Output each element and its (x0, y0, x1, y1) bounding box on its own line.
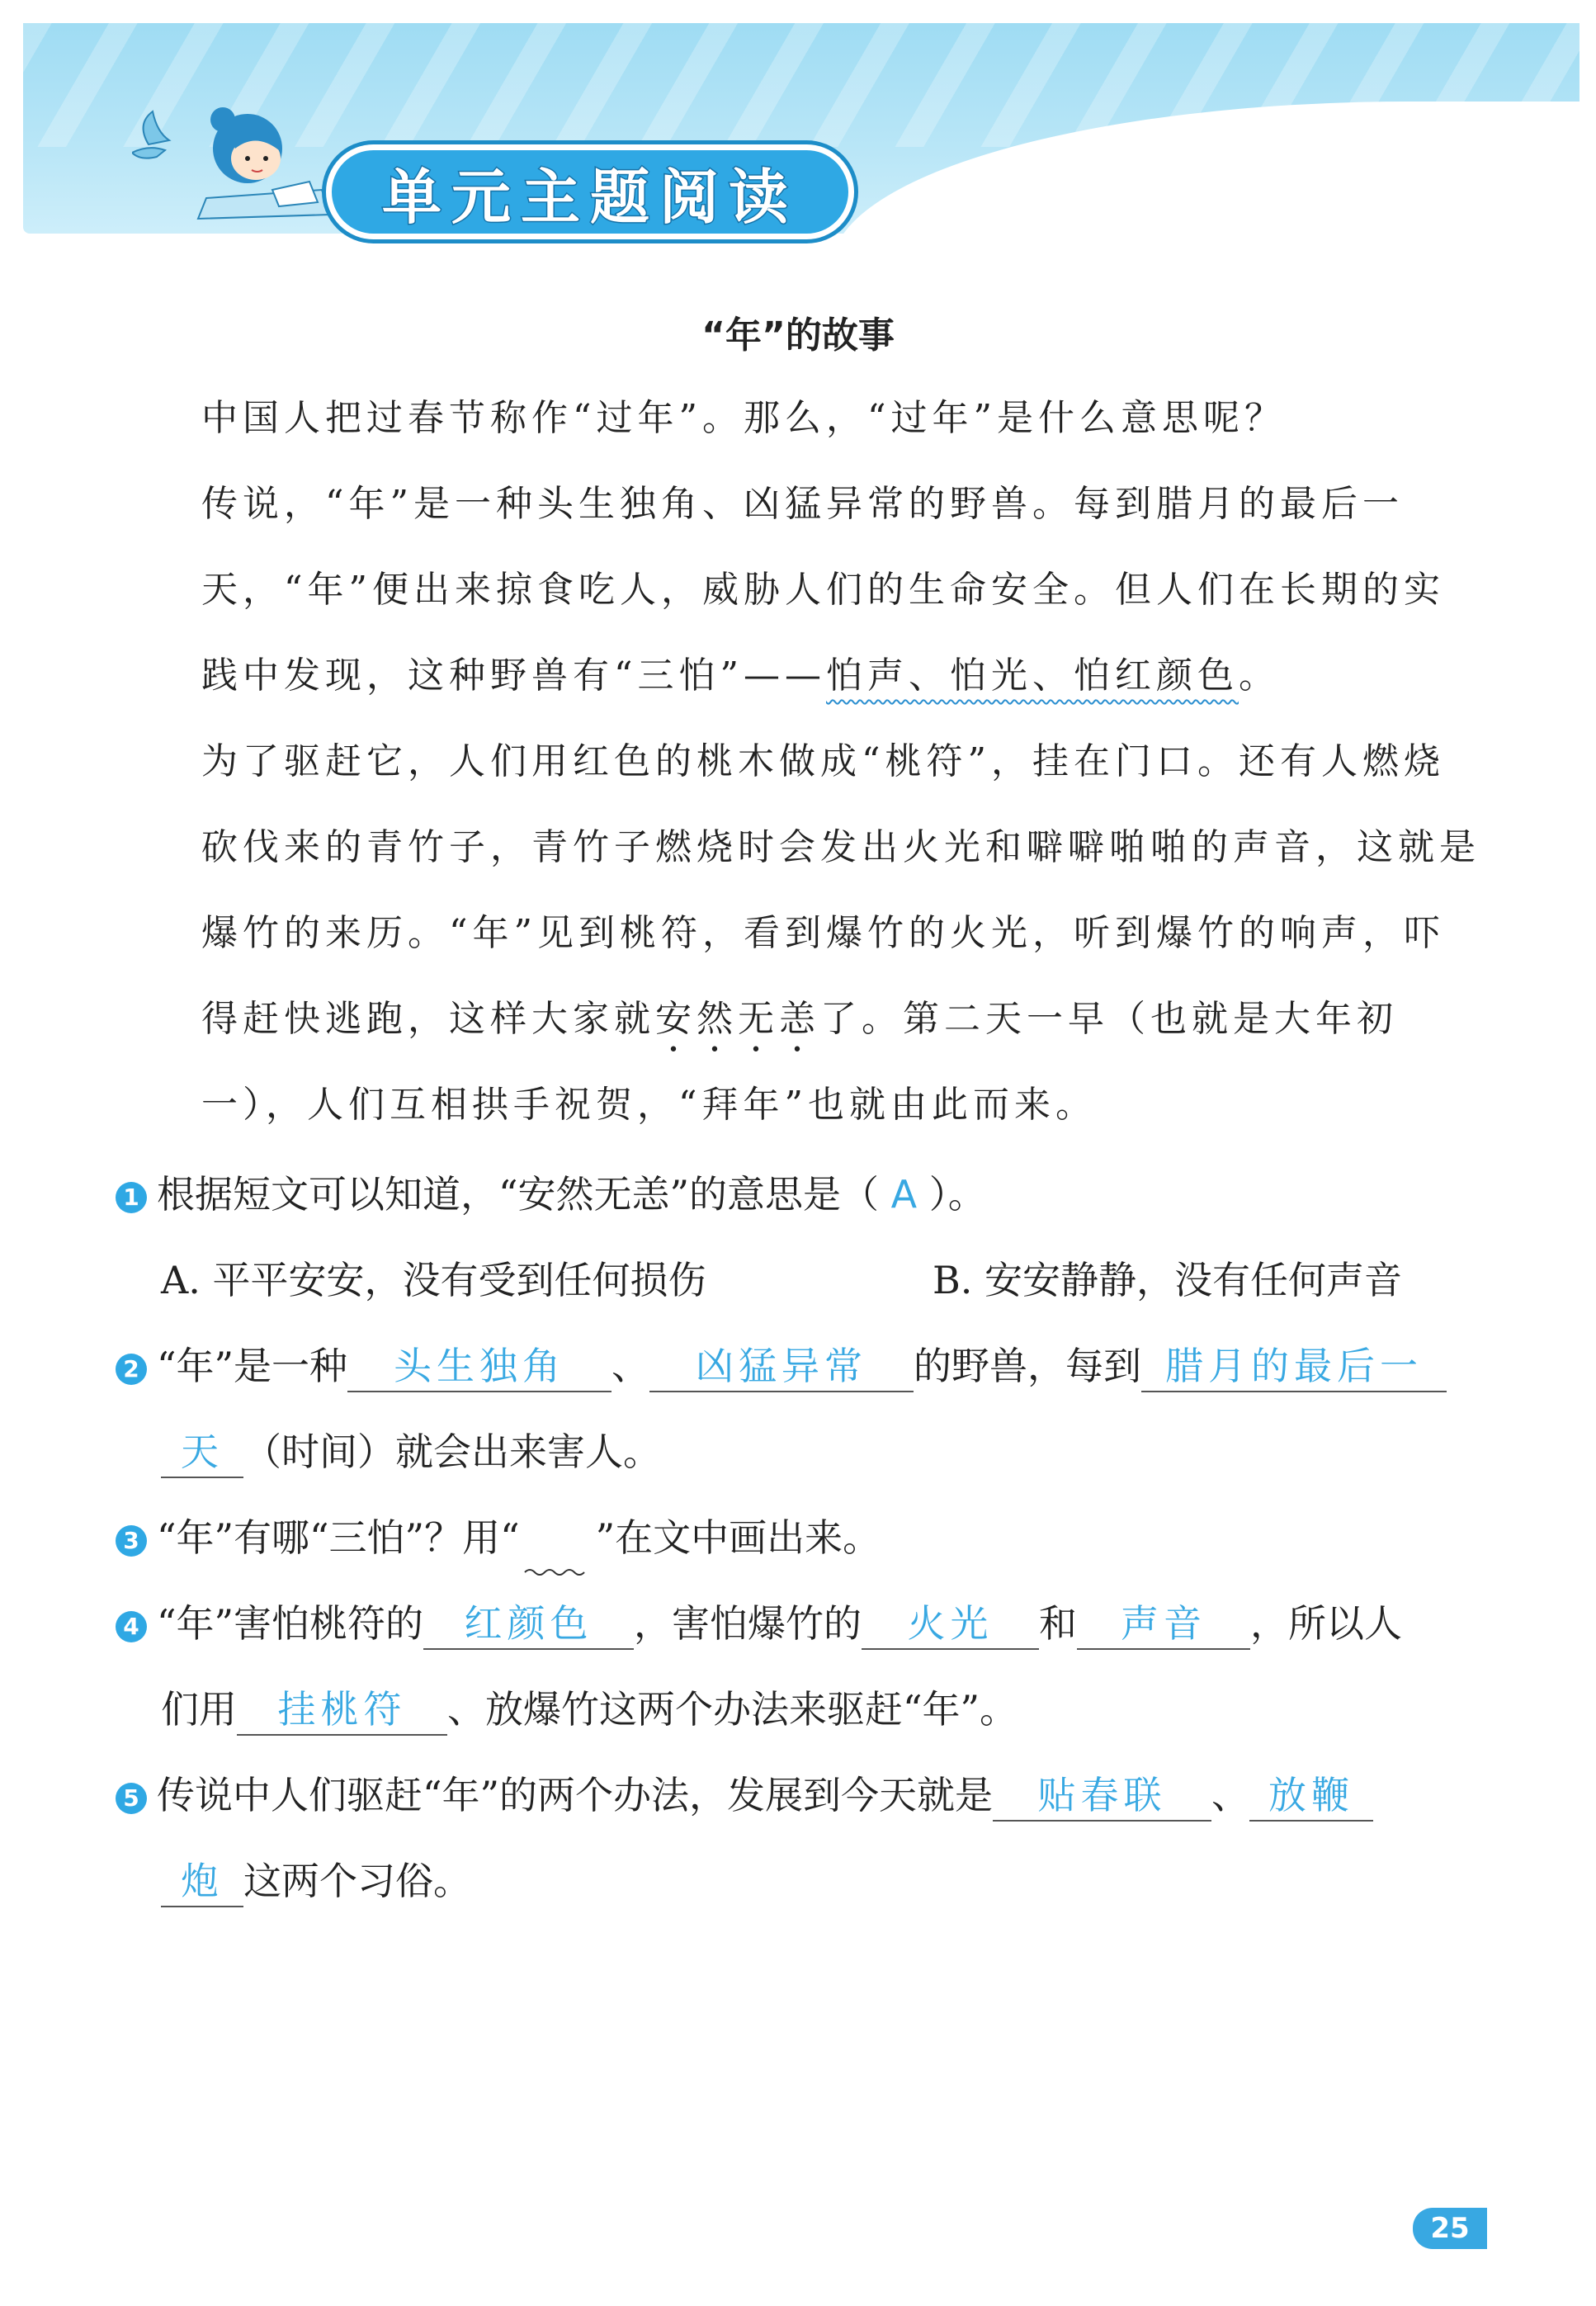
option-a: A. 平平安安，没有受到任何损伤 (161, 1258, 706, 1302)
banner-title: 单元主题阅读 (381, 162, 798, 232)
dotted-phrase: 安然无恙 (655, 998, 820, 1040)
q2-blank-3[interactable]: 腊月的最后一 (1141, 1341, 1447, 1392)
wavy-underlined-three-fears: 怕声、怕光、怕红颜色 (826, 654, 1239, 697)
question-1: 1 根据短文可以知道，“安然无恙”的意思是（ A ）。 (116, 1151, 1485, 1237)
question-5-continued: 炮 这两个习俗。 (161, 1838, 1531, 1924)
question-3: 3 “年”有哪“三怕”？用“ ”在文中画出来。 (116, 1495, 1485, 1581)
q4-blank-3[interactable]: 声音 (1077, 1599, 1250, 1650)
q4-blank-2[interactable]: 火光 (862, 1599, 1039, 1650)
question-4-continued: 们用 挂桃符 、放爆竹这两个办法来驱赶“年”。 (161, 1666, 1531, 1752)
q2-blank-2[interactable]: 凶猛异常 (649, 1341, 914, 1392)
banner-title-pill (326, 144, 854, 239)
paragraph-3-text: 为了驱赶它，人们用红色的桃木做成“桃符”，挂在门口。还有人燃烧砍伐来的青竹子，青竹子燃烧时会发出火光和噼噼啪啪的声音，这就是爆竹的来历。“年”见到桃符，看到爆竹的火光，听到爆竹的响声，吓得赶快逃跑，这样大家就 (201, 740, 1480, 1040)
q2-blank-1[interactable]: 头生独角 (347, 1341, 611, 1392)
paragraph-2-text: 传说，“年”是一种头生独角、凶猛异常的野兽。每到腊月的最后一天，“年”便出来掠食吃人，威胁人们的生命安全。但人们在长期的实践中发现，这种野兽有“三怕”—— (201, 483, 1445, 697)
story-paragraph-1: 中国人把过春节称作“过年”。那么，“过年”是什么意思呢？ (201, 397, 1286, 439)
story-paragraph-3: 为了驱赶它，人们用红色的桃木做成“桃符”，挂在门口。还有人燃烧砍伐来的青竹子，青竹子燃烧时会发出火光和噼噼啪啪的声音，这就是爆竹的来历。“年”见到桃符，看到爆竹的火光，听到爆竹的响声，吓得赶快逃跑，这样大家就安然无恙了。第二天一早（也就是大年初一），人们互相拱手祝贺，“拜年”也就由此而来。 (201, 740, 1480, 1126)
q4-blank-1[interactable]: 红颜色 (423, 1599, 634, 1650)
q1-answer: A (890, 1172, 918, 1217)
question-2: 2 “年”是一种 头生独角 、 凶猛异常 的野兽，每到 腊月的最后一 (116, 1323, 1485, 1409)
question-number-2: 2 (116, 1354, 147, 1385)
q5-blank-1[interactable]: 贴春联 (993, 1770, 1211, 1822)
page-number: 25 (1413, 2208, 1487, 2249)
question-5: 5 传说中人们驱赶“年”的两个办法，发展到今天就是 贴春联 、 放鞭 (116, 1752, 1485, 1838)
question-number-4: 4 (116, 1611, 147, 1642)
reading-girl-icon (132, 99, 347, 223)
question-2-continued: 天 （时间）就会出来害人。 (161, 1409, 1531, 1495)
story-title: “年”的故事 (701, 314, 895, 357)
q5-blank-2[interactable]: 放鞭 (1249, 1770, 1373, 1822)
question-1-options (161, 1237, 1531, 1323)
wavy-line-icon (520, 1548, 596, 1581)
question-number-3: 3 (116, 1525, 147, 1557)
question-number-5: 5 (116, 1783, 147, 1814)
q2-blank-3-cont[interactable]: 天 (161, 1427, 243, 1478)
q5-blank-2-cont[interactable]: 炮 (161, 1856, 243, 1907)
option-b: B. 安安静静，没有任何声音 (933, 1258, 1403, 1302)
story-paragraph-2: 传说，“年”是一种头生独角、凶猛异常的野兽。每到腊月的最后一天，“年”便出来掠食吃人，威胁人们的生命安全。但人们在长期的实践中发现，这种野兽有“三怕”——怕声、怕光、怕红颜色。 (201, 483, 1445, 697)
q4-blank-4[interactable]: 挂桃符 (237, 1685, 447, 1736)
question-4: 4 “年”害怕桃符的 红颜色 ，害怕爆竹的 火光 和 声音 ，所以人 (116, 1581, 1485, 1666)
question-number-1: 1 (116, 1182, 147, 1213)
